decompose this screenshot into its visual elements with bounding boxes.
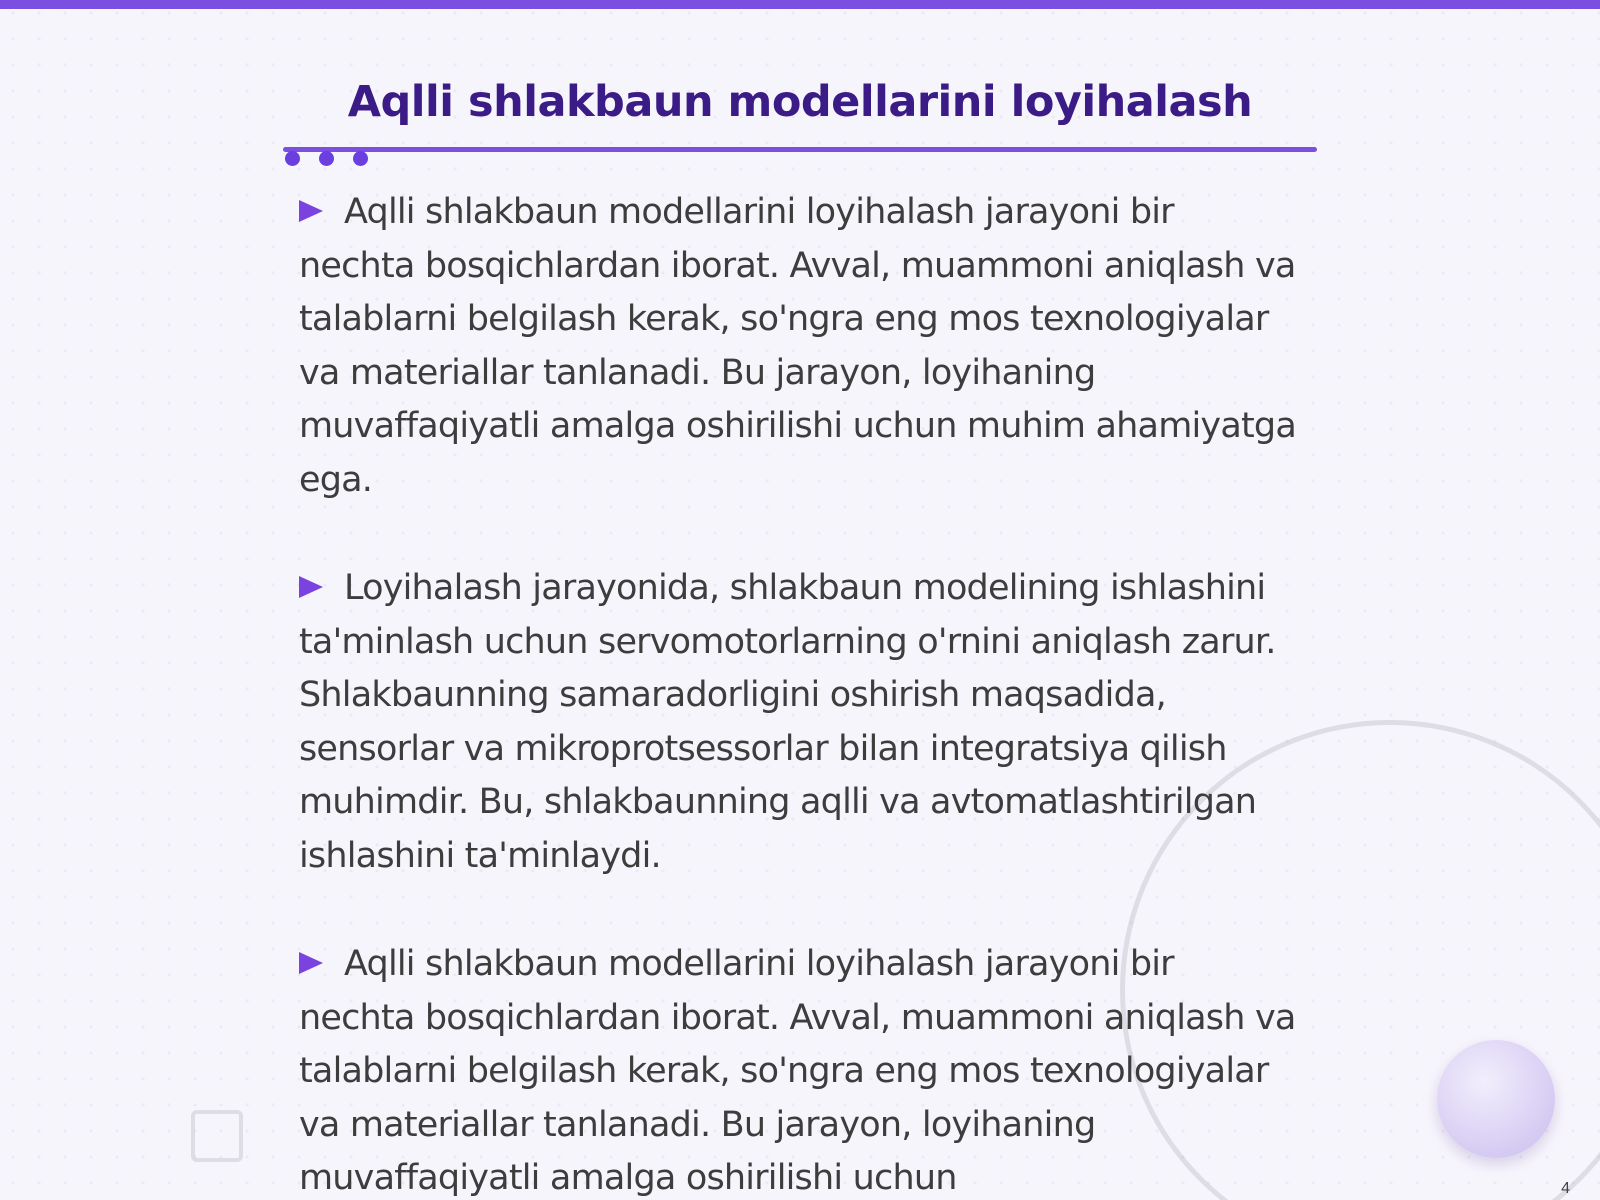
title-underline xyxy=(283,147,1317,152)
decorative-square xyxy=(191,1110,243,1162)
paragraph-text: Aqlli shlakbaun modellarini loyihalash jarayoni bir nechta bosqichlardan iborat. Avval, muammoni aniqlash va talablarni belgilash kerak, so'ngra eng mos texnologiyalar va materiallar tanlanadi. Bu jarayon, loyihaning muvaffaqiyatli amalga oshirilishi uchun muhim ahamiyatga ega. xyxy=(299,192,1296,500)
triangle-right-icon xyxy=(299,576,323,598)
paragraph-text: Loyihalash jarayonida, shlakbaun modelining ishlashini ta'minlash uchun servomotorlarning o'rnini aniqlash zarur. Shlakbaunning samaradorligini oshirish maqsadida, sensorlar va mikroprotsessorlar bilan integratsiya qilish muhimdir. Bu, shlakbaunning aqlli va avtomatlashtirilgan ishlashini ta'minlaydi. xyxy=(299,568,1276,876)
slide-title: Aqlli shlakbaun modellarini loyihalash xyxy=(347,77,1253,127)
bullet-paragraph xyxy=(299,938,1299,1200)
top-accent-bar xyxy=(0,0,1600,9)
rule-dot xyxy=(353,151,368,166)
slide-body xyxy=(299,186,1299,1200)
bullet-paragraph xyxy=(299,186,1299,507)
rule-dot xyxy=(285,151,300,166)
triangle-right-icon xyxy=(299,952,323,974)
paragraph-text: Aqlli shlakbaun modellarini loyihalash jarayoni bir nechta bosqichlardan iborat. Avval, muammoni aniqlash va talablarni belgilash kerak, so'ngra eng mos texnologiyalar va materiallar tanlanadi. Bu jarayon, loyihaning muvaffaqiyatli amalga oshirilishi uchun xyxy=(299,944,1296,1198)
rule-dot xyxy=(319,151,334,166)
page-number: 4 xyxy=(1561,1180,1570,1197)
triangle-right-icon xyxy=(299,200,323,222)
bullet-paragraph xyxy=(299,562,1299,883)
decorative-sphere xyxy=(1437,1040,1555,1158)
